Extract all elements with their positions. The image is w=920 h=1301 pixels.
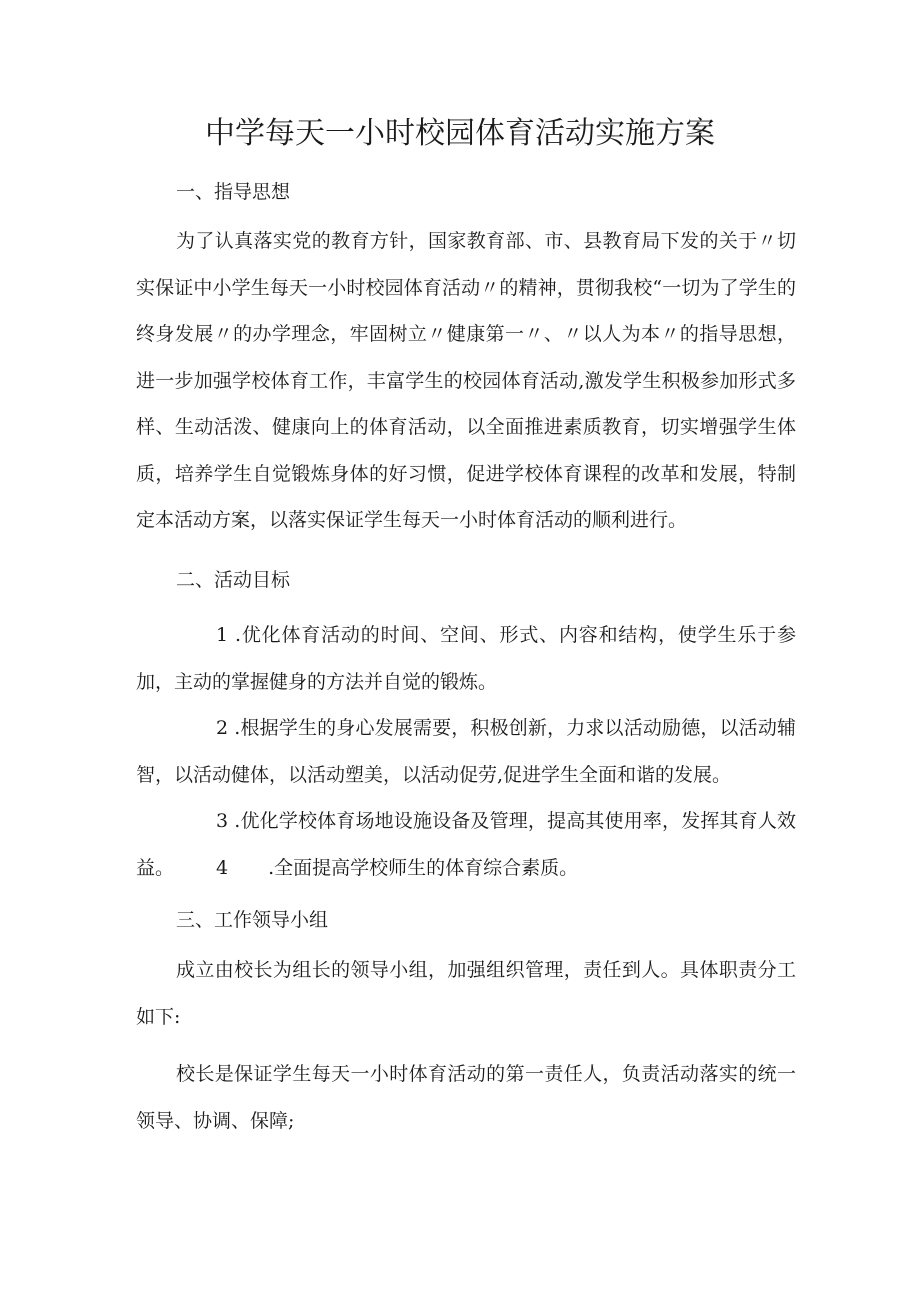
section-heading-leadership-group: 三、工作领导小组 bbox=[176, 909, 329, 931]
goal-item-2 bbox=[136, 705, 796, 798]
goal-number: 1 bbox=[216, 624, 229, 646]
paragraph-guiding-ideology: 为了认真落实党的教育方针，国家教育部、市、县教育局下发的关于〃切实保证中小学生每天一小时校园体育活动〃的精神，贯彻我校“一切为了学生的终身发展〃的办学理念，牢固树立〃健康第一〃、〃以人为本〃的指导思想，进一步加强学校体育工作，丰富学生的校园体育活动,激发学生积极参加形式多样、生动活泼、健康向上的体育活动，以全面推进素质教育，切实增强学生体质，培养学生自觉锻炼身体的好习惯，促进学校体育课程的改革和发展，特制定本活动方案，以落实保证学生每天一小时体育活动的顺利进行。 bbox=[136, 230, 796, 531]
paragraph-principal-duty: 校长是保证学生每天一小时体育活动的第一责任人，负责活动落实的统一领导、协调、保障; bbox=[136, 1063, 796, 1132]
section-heading-guiding-ideology: 一、指导思想 bbox=[176, 181, 291, 203]
goal-item-1 bbox=[136, 612, 796, 705]
goal-text: .优化学校体育场地设施设备及管理，提高其使用率，发挥其育人效益。 bbox=[136, 810, 796, 879]
section-heading-activity-goals: 二、活动目标 bbox=[176, 569, 291, 591]
goal-number: 4 bbox=[216, 857, 229, 879]
goal-text: .根据学生的身心发展需要，积极创新，力求以活动励德，以活动辅智，以活动健体，以活动塑美，以活动促劳,促进学生全面和谐的发展。 bbox=[136, 717, 796, 786]
document-title: 中学每天一小时校园体育活动实施方案 bbox=[205, 116, 715, 151]
paragraph-leadership-group: 成立由校长为组长的领导小组，加强组织管理，责任到人。具体职责分工如下: bbox=[136, 959, 796, 1028]
goal-text: .优化体育活动的时间、空间、形式、内容和结构，使学生乐于参加，主动的掌握健身的方法并自觉的锻炼。 bbox=[136, 624, 797, 693]
goal-number: 2 bbox=[216, 717, 229, 739]
goal-number: 3 bbox=[216, 810, 229, 832]
goal-item-4 bbox=[136, 845, 796, 892]
goal-text: .全面提高学校师生的体育综合素质。 bbox=[268, 857, 579, 879]
